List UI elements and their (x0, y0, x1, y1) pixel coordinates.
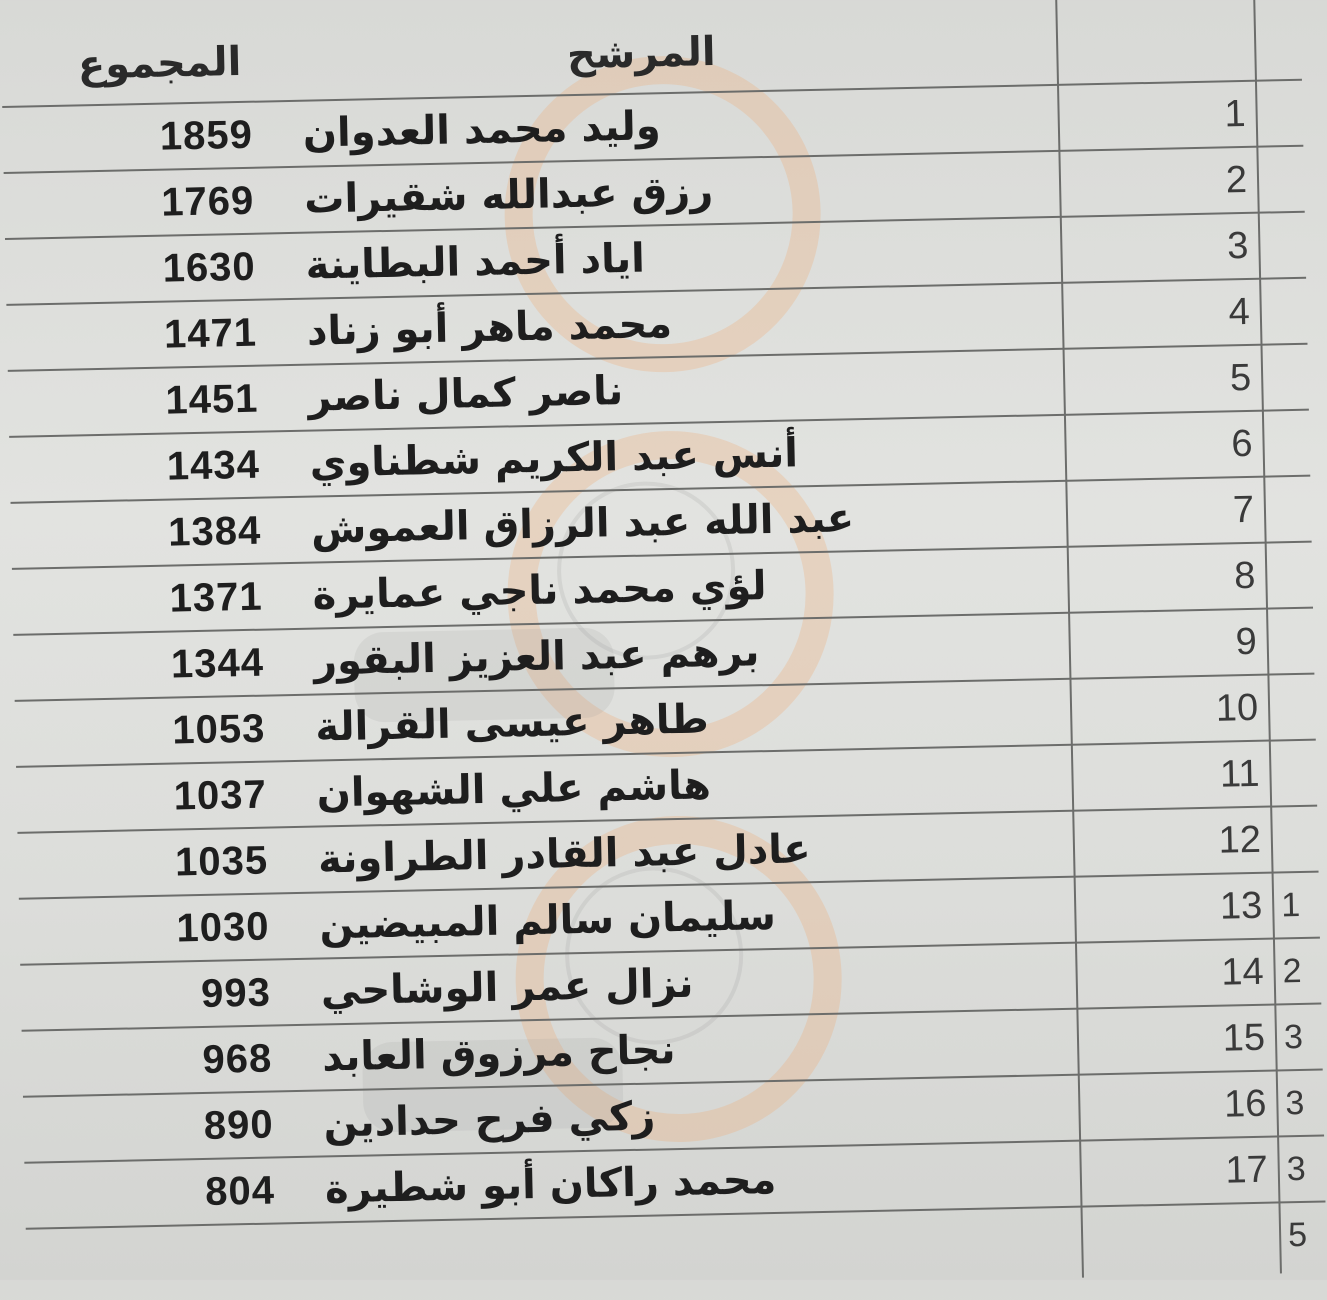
total-cell (26, 1224, 307, 1294)
total-cell: 1451 (164, 376, 259, 423)
edge-column-cell (1267, 411, 1308, 476)
row-number-cell: 15 (1222, 1016, 1266, 1060)
edge-column-cell: 3 (1286, 1149, 1307, 1188)
edge-column-cell (1260, 81, 1301, 146)
total-cell: 1371 (169, 574, 264, 621)
total-cell: 1471 (163, 310, 258, 357)
edge-column-cell (1271, 609, 1312, 674)
edge-column-cell (1268, 477, 1309, 542)
candidate-name-cell: محمد ماهر أبو زناد (306, 301, 673, 355)
row-number-cell: 4 (1228, 290, 1251, 333)
total-cell: 1630 (162, 244, 257, 291)
row-number-cell: 6 (1230, 422, 1253, 465)
candidate-name-cell: لؤي محمد ناجي عمايرة (312, 563, 767, 619)
candidate-name-cell: رزق عبدالله شقيرات (303, 168, 714, 223)
candidate-name-cell: عادل عبد القادر الطراونة (317, 826, 812, 883)
candidate-name-cell: سليمان سالم المبيضين (318, 892, 777, 949)
edge-column-cell (1272, 675, 1313, 740)
candidate-name-cell: طاهر عيسى القرالة (314, 696, 710, 751)
edge-column-cell: 5 (1287, 1215, 1308, 1254)
edge-column-cell: 3 (1284, 1083, 1305, 1122)
candidate-name-cell: ناصر كمال ناصر (307, 368, 624, 421)
total-cell: 1344 (170, 640, 265, 687)
row-number-cell: 7 (1232, 488, 1255, 531)
row-number-cell: 12 (1218, 818, 1262, 862)
header-candidate: المرشح (566, 29, 717, 79)
total-cell: 1434 (166, 442, 261, 489)
edge-column-cell (1266, 345, 1307, 410)
header-total: المجموع (77, 38, 242, 89)
total-cell: 1037 (173, 772, 268, 819)
candidate-name-cell: نزال عمر الوشاحي (320, 960, 694, 1015)
candidate-name-cell: هاشم علي الشهوان (316, 762, 712, 817)
edge-column-cell: 2 (1282, 951, 1302, 990)
row-number-cell: 10 (1215, 686, 1259, 730)
edge-column-cell: 1 (1280, 885, 1301, 924)
row-number-cell: 11 (1219, 752, 1260, 796)
total-cell: 1384 (167, 508, 262, 555)
edge-column-cell (1264, 279, 1305, 344)
row-number-cell: 14 (1220, 950, 1265, 994)
total-cell: 968 (202, 1036, 273, 1082)
candidate-name-cell: أنس عبد الكريم شطناوي (309, 430, 799, 487)
total-cell: 1053 (171, 706, 266, 753)
total-cell: 804 (204, 1168, 276, 1214)
row-number-cell: 3 (1226, 224, 1249, 267)
total-cell: 1859 (159, 112, 254, 159)
row-number-cell: 8 (1233, 554, 1256, 597)
candidate-name-cell: عبد الله عبد الرزاق العموش (310, 495, 855, 553)
total-cell: 1035 (174, 838, 269, 885)
candidate-name-cell: محمد راكان أبو شطيرة (324, 1157, 777, 1213)
row-number-cell: 5 (1229, 356, 1252, 399)
edge-column-cell (1261, 147, 1302, 212)
edge-column-cell (1270, 543, 1311, 608)
edge-column-cell: 3 (1283, 1017, 1304, 1056)
edge-column-cell (1263, 213, 1304, 278)
row-number-cell: 9 (1235, 620, 1258, 663)
row-number-cell (1086, 1203, 1282, 1271)
row-number-cell: 1 (1224, 92, 1247, 135)
row-number-cell: 16 (1223, 1082, 1267, 1126)
total-cell: 993 (200, 970, 272, 1016)
edge-column-cell (1274, 741, 1315, 806)
candidate-name-cell: وليد محمد العدوان (302, 103, 662, 157)
total-cell: 1769 (160, 178, 255, 225)
total-cell: 1030 (176, 904, 270, 951)
candidate-name-cell: زكي فرح حدادين (323, 1093, 656, 1147)
total-cell: 890 (203, 1102, 275, 1148)
row-number-cell: 2 (1225, 158, 1248, 201)
edge-column-cell (1275, 807, 1316, 872)
row-number-cell: 13 (1219, 884, 1263, 928)
candidate-name-cell: اياد أحمد البطاينة (305, 235, 646, 289)
candidate-name-cell: برهم عبد العزيز البقور (313, 629, 760, 685)
row-number-cell: 17 (1225, 1148, 1269, 1192)
candidate-name-cell: نجاح مرزوق العابد (321, 1027, 676, 1081)
